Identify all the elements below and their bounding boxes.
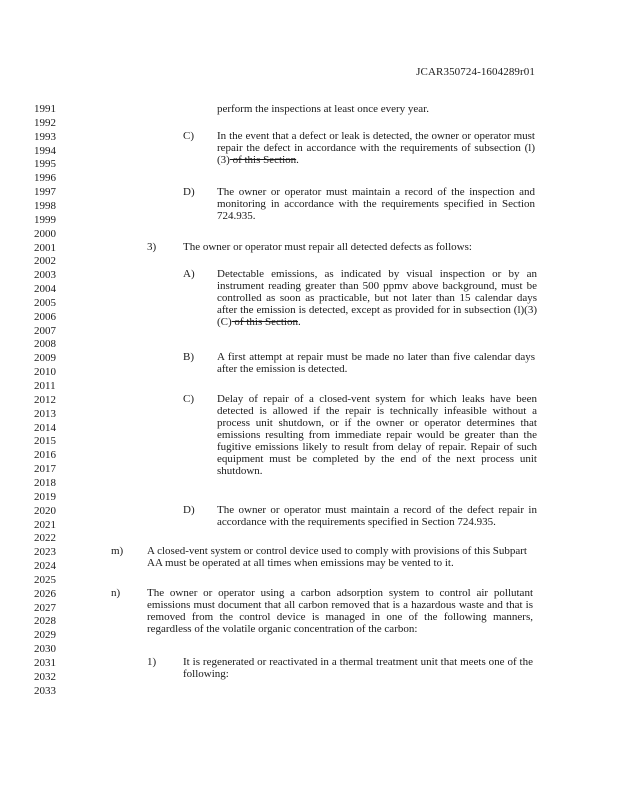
- paragraph-text: The owner or operator must maintain a record of the defect repair in accordance with the requirements specified in Section 724.935.: [217, 504, 537, 528]
- item-c2-text: [217, 393, 537, 477]
- line-number: 1997: [34, 186, 56, 199]
- line-number: 2027: [34, 601, 56, 614]
- line-number: 2022: [34, 532, 56, 545]
- line-number: 2024: [34, 560, 56, 572]
- line-number: 2018: [34, 476, 56, 489]
- line-number: 2032: [34, 670, 56, 683]
- line-number: 2007: [34, 324, 56, 337]
- item-marker-d1: D): [183, 186, 195, 198]
- line-number: 1996: [34, 172, 56, 185]
- paragraph-text: A first attempt at repair must be made no later than five calendar days after the emission is detected.: [217, 351, 535, 375]
- line-number: 1998: [34, 199, 56, 212]
- paragraph-text: It is regenerated or reactivated in a thermal treatment unit that meets one of the following:: [183, 656, 533, 680]
- line-number: 2015: [34, 435, 56, 448]
- line-number: 2013: [34, 407, 56, 420]
- line-number: 2006: [34, 310, 56, 323]
- item-marker-c1: C): [183, 130, 194, 142]
- document-header-code: JCAR350724-1604289r01: [416, 66, 535, 78]
- paragraph-text-end: .: [296, 154, 299, 166]
- item-marker-a: A): [183, 268, 195, 280]
- struck-text: of this Section: [231, 316, 298, 328]
- line-number: 2028: [34, 615, 56, 628]
- line-number: 2017: [34, 463, 56, 476]
- line-number: 2020: [34, 504, 56, 517]
- line-number: 2033: [34, 684, 56, 697]
- item-a-text: [217, 268, 537, 328]
- item-marker-3: 3): [147, 241, 157, 253]
- paragraph-text: The owner or operator must maintain a record of the inspection and monitoring in accordance with the requirements specified in Section 724.935.: [217, 186, 535, 222]
- line-number: 2025: [34, 573, 56, 586]
- line-number: 2026: [34, 587, 56, 600]
- item-c1-text: [217, 130, 535, 166]
- item-marker-n: n): [111, 587, 121, 599]
- line-number: 2019: [34, 490, 56, 503]
- line-number: 2023: [34, 546, 56, 559]
- paragraph-text: A closed-vent system or control device used to comply with provisions of this Subpart AA must be operated at all times when emissions may be vented to it.: [147, 545, 527, 569]
- item-d2-text: [217, 504, 537, 528]
- line-number: 2029: [34, 629, 56, 642]
- line-number: 2011: [34, 380, 56, 392]
- line-number: 2003: [34, 269, 56, 282]
- line-number: 1999: [34, 213, 56, 226]
- paragraph-text: perform the inspections at least once every year.: [217, 103, 429, 115]
- paragraph-continuation: [217, 103, 537, 115]
- line-number: 2031: [34, 657, 56, 669]
- item-d1-text: [217, 186, 535, 222]
- item-marker-1: 1): [147, 656, 157, 668]
- paragraph-text: In the event that a defect or leak is detected, the owner or operator must repair the defect in accordance with the requirements of subsection (l)(3): [217, 130, 535, 166]
- line-number: 1994: [34, 144, 56, 157]
- line-number: 2021: [34, 518, 56, 531]
- item-3-text: [183, 241, 543, 253]
- line-number: 1995: [34, 158, 56, 171]
- line-number: 2000: [34, 227, 56, 240]
- item-marker-d2: D): [183, 504, 195, 516]
- line-number: 1991: [34, 103, 56, 115]
- item-marker-m: m): [111, 545, 124, 557]
- line-number: 2012: [34, 393, 56, 406]
- paragraph-text: Detectable emissions, as indicated by visual inspection or by an instrument reading greater than 500 ppmv above background, must be controlled as soon as practicable, but not later than 15 calendar days after the emission is detected, except as provided for in subsection (l)(3)(C): [217, 268, 537, 328]
- item-m-text: [147, 545, 527, 569]
- item-marker-b: B): [183, 351, 194, 363]
- paragraph-text: The owner or operator must repair all detected defects as follows:: [183, 241, 472, 253]
- paragraph-text: Delay of repair of a closed-vent system for which leaks have been detected is allowed if the repair is technically infeasible without a process unit shutdown, or if the owner or operator determines that emissions resulting from immediate repair would be greater than the fugitive emissions likely to result from delay of repair. Repair of such equipment must be completed by the end of the next process unit shutdown.: [217, 393, 537, 477]
- item-marker-c2: C): [183, 393, 194, 405]
- line-number: 1993: [34, 130, 56, 143]
- struck-text: of this Section: [229, 154, 297, 166]
- line-number: 2014: [34, 421, 56, 434]
- paragraph-text: The owner or operator using a carbon adsorption system to control air pollutant emissions must document that all carbon removed that is a hazardous waste and that is removed from the control device is managed in one of the following manners, regardless of the volatile organic concentration of the carbon:: [147, 587, 533, 635]
- line-number: 2001: [34, 241, 56, 254]
- item-1-text: [183, 656, 533, 680]
- line-number: 2016: [34, 449, 56, 462]
- paragraph-text-end: .: [297, 316, 301, 328]
- line-number: 2009: [34, 352, 56, 365]
- line-number: 2030: [34, 643, 56, 656]
- line-number: 2002: [34, 255, 56, 268]
- line-number: 1992: [34, 116, 56, 129]
- line-number: 2005: [34, 296, 56, 309]
- line-number: 2010: [34, 366, 56, 379]
- line-number: 2004: [34, 283, 56, 295]
- line-number: 2008: [34, 338, 56, 351]
- item-b-text: [217, 351, 535, 375]
- item-n-text: [147, 587, 533, 635]
